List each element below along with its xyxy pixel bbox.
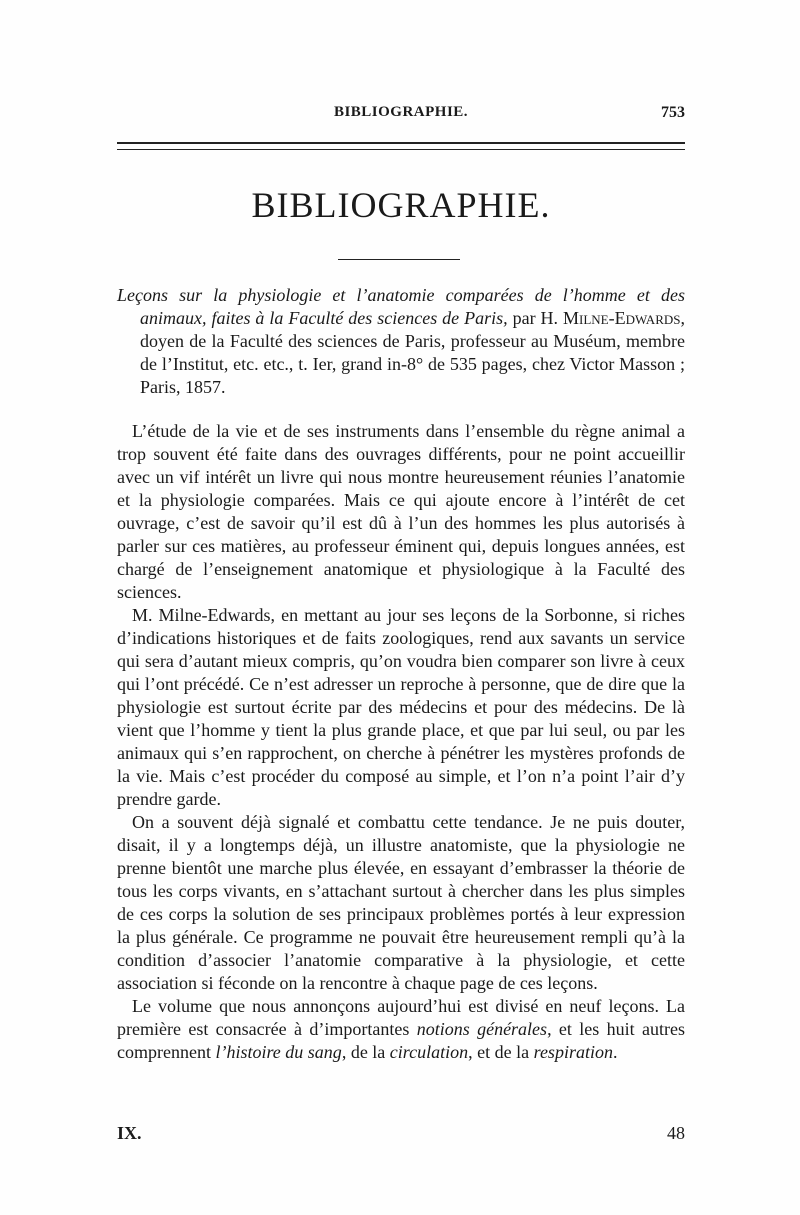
- paragraph-4-text-c: , de la: [341, 1042, 390, 1062]
- paragraph-4: [117, 995, 685, 1064]
- paragraph-4-em-a: notions générales: [416, 1019, 548, 1039]
- entry-title: Leçons sur la physiologie et l’anatomie comparées de l’homme et des animaux, faites à la Faculté des sciences de Paris,: [117, 285, 685, 328]
- paragraph-4-text-b: , et les huit autres comprennent: [117, 1019, 685, 1062]
- page-footer: [117, 1123, 685, 1149]
- running-title: BIBLIOGRAPHIE.: [333, 104, 469, 120]
- running-head: [117, 104, 685, 128]
- bibliographic-entry: [117, 284, 685, 399]
- paragraph-1: L’étude de la vie et de ses instruments dans l’ensemble du règne animal a trop souvent été faite dans des ouvrages différents, pour ne point accueillir avec un vif intérêt un livre qui nous montre heureusement réunies l’anatomie et la physiologie comparées. Mais ce qui ajoute encore à l’intérêt de cet ouvrage, c’est de savoir qu’il est dû à l’un des hommes les plus autorisés à parler sur ces matières, au professeur éminent qui, depuis longues années, est chargé de l’enseignement anatomique et physiologique à la Faculté des sciences.: [117, 421, 685, 602]
- body-text: [117, 420, 685, 1064]
- paragraph-4-text-d: , et de la: [468, 1042, 534, 1062]
- entry-author: Milne-Edwards: [563, 308, 681, 328]
- entry-details: , doyen de la Faculté des sciences de Paris, professeur au Muséum, membre de l’Institut, etc. etc., t. Ier, grand in-8° de 535 pages, chez Victor Masson ; Paris, 1857.: [140, 308, 685, 397]
- sheet-number: 48: [667, 1123, 685, 1143]
- paragraph-3: On a souvent déjà signalé et combattu cette tendance. Je ne puis douter, disait, il y a longtemps déjà, un illustre anatomiste, que la physiologie ne prenne bientôt une marche plus élevée, en essayant d’embrasser la théorie de tous les corps vivants, en s’attachant surtout à chercher dans les plus simples de ces corps la solution de ses principaux problèmes portés à leur expression la plus générale. Ce programme ne pouvait être heureusement rempli qu’à la condition d’associer l’anatomie comparative à la physiologie, et cette association si féconde on la rencontre à chaque page de ces leçons.: [117, 812, 685, 993]
- paragraph-4-text-e: .: [612, 1042, 618, 1062]
- page-number: 753: [661, 104, 685, 121]
- paragraph-4-text-a: Le volume que nous annonçons aujourd’hui est divisé en neuf leçons. La première est consacrée à d’importantes: [117, 996, 685, 1039]
- paragraph-4-em-d: respiration: [533, 1042, 613, 1062]
- header-double-rule: [117, 142, 685, 150]
- paragraph-2: M. Milne-Edwards, en mettant au jour ses leçons de la Sorbonne, si riches d’indications historiques et de faits zoologiques, rend aux savants un service qui sera d’autant mieux compris, qu’on voudra bien comparer son livre à ceux qui l’ont précédé. Ce n’est adresser un reproche à personne, que de dire que la physiologie est surtout écrite par des médecins et pour des médecins. De là vient que l’homme y tient la plus grande place, et que par lui seul, ou par les animaux qui s’en rapprochent, on cherche à pénétrer les mystères profonds de la vie. Mais c’est procéder du composé au simple, et l’on n’a point l’air d’y prendre garde.: [117, 605, 685, 809]
- entry-text: [117, 284, 685, 399]
- title-rule: [338, 259, 460, 260]
- section-title: BIBLIOGRAPHIE.: [251, 185, 551, 225]
- entry-by: par H.: [507, 308, 563, 328]
- signature-mark: IX.: [117, 1123, 142, 1143]
- paragraph-4-em-b: l’histoire du sang: [215, 1042, 342, 1062]
- paragraph-4-em-c: circulation: [389, 1042, 469, 1062]
